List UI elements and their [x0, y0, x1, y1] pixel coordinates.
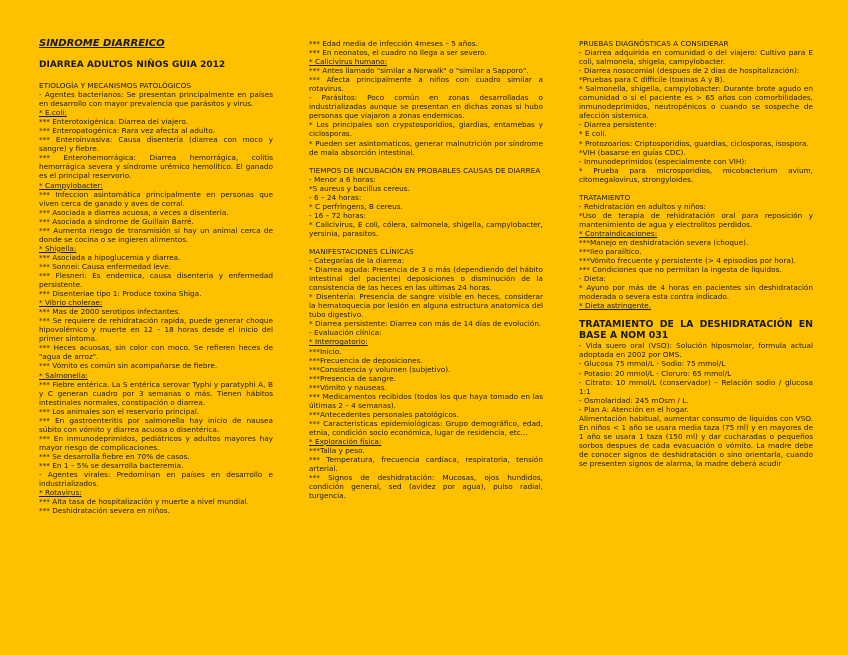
col3-paragraph: - Diarrea nosocomial (despues de 2 dias de hospitalización):	[579, 66, 800, 76]
col2-paragraph: * Pueden ser asintomaticos, generar malnutrición por síndrome de mala absorción intestinal.	[309, 138, 543, 157]
col2-paragraph: *S aureus y bacillus cereus.	[309, 183, 410, 193]
col2-paragraph: *** Edad media de infección 4meses – 5 años.	[309, 39, 478, 48]
col2-paragraph: * Diarrea aguda: Presencia de 3 o más (dependiendo del hábito intestinal del paciente) deposiciones o disminución de la consistencia de las heces en las ultimas 24 horas.	[309, 265, 543, 293]
col3-paragraph: - Inmunodeprimidos (especialmente con VIH):	[579, 156, 747, 166]
col2-paragraph: - 6 – 24 horas:	[309, 192, 362, 202]
col1-paragraph: *** Deshidratación severa en niños.	[39, 506, 170, 516]
col3-paragraph: *VIH (basarse en guías CDC).	[579, 147, 686, 157]
col1-paragraph: *** Disenteriae tipo 1: Produce toxina Shiga.	[39, 289, 202, 299]
col3-paragraph: - Diarrea adquirida en comunidad o del viajero: Cultivo para E coli, salmonela, shigela, campylobacter.	[579, 48, 813, 67]
col3-paragraph: * E coli.	[579, 129, 607, 139]
col3-paragraph: - Diarrea persistente:	[579, 120, 657, 130]
col3-paragraph: - Glucosa 75 mmol/L - Sodio: 75 mmol/L	[579, 359, 726, 369]
col3-paragraph: - Plan A: Atención en el hogar.	[579, 404, 689, 414]
col2-paragraph: ***Consistencia y volumen (subjetivo).	[309, 364, 451, 374]
col3-paragraph: * Salmonella, shigella, campylobacter: Durante brote agudo en comunidad o si el paciente es > 65 años con comorbilidades, inmunodeprimidos, neutropénicos o cuando se sospeche de afección sistemica.	[579, 84, 813, 121]
col1-paragraph: * Rotavirus:	[39, 488, 82, 498]
col2-paragraph: * C perfringens, B cereus.	[309, 201, 403, 211]
col1-paragraph: *** Asociada a diarrea acuosa, a veces a disenteria.	[39, 207, 229, 217]
col3-paragraph: TRATAMIENTO	[579, 192, 631, 202]
col3-paragraph: Alimentación habitual, aumentar consumo de liquidos con VSO. En niños < 1 año se usara media taza (75 ml) y en mayores de 1 año se usara 1 taza (150 ml) y dar cucharadas o pequeños sorbos despues de cada evacuación o vómito. La madre debe de conocer signos de deshidratación o sino orientarla, cuando se presenten signos de alarma, la madre deberá acudir	[579, 413, 813, 468]
col3-paragraph: ***Ileo paralítico.	[579, 247, 642, 257]
col3-paragraph: *Pruebas para C difficile (toxinas A y B).	[579, 75, 725, 85]
col2-paragraph: * Diarrea persistente: Diarrea con más de 14 días de evolución.	[309, 319, 542, 329]
col1-paragraph: *** En 1 – 5% se desarrolla bacteremia.	[39, 460, 184, 470]
col2-paragraph: ***Frecuencia de deposiciones.	[309, 355, 423, 365]
col2-paragraph: *** Medicamentos recibidos (todos los que haya tomado en las últimas 2 – 4 semanas).	[309, 391, 543, 410]
col1-paragraph: *** Asociada a síndrome de Guillain Barré.	[39, 216, 194, 226]
col1-paragraph: *** Se requiere de rehidratación rapida, puede generar choque hipovolémico y muerte en 12 – 18 horas desde el inicio del primer síntoma.	[39, 316, 273, 344]
col3-paragraph: ***Manejo en deshidratación severa (choque).	[579, 237, 749, 247]
col1-paragraph: - Agentes bacterianos: Se presentan principalmente en países en desarrollo con mayor prevalencia que parásitos y virus.	[39, 90, 273, 109]
col1-paragraph: *** En inmunodeprimidos, pediátricos y adultos mayores hay mayor riesgo de complicaciones.	[39, 433, 273, 452]
col2-paragraph: * Exploración física:	[309, 436, 382, 446]
col1-paragraph: *** Enterotoxigénica: Diarrea del viajero.	[39, 117, 189, 127]
col1-paragraph: *** Enterohemorrágica: Diarrea hemorrágica, colitis hemorrágica severa y síndrome urémico hemolítico. El ganado es el principal reservorio.	[39, 153, 273, 181]
col1-paragraph: *** Sonnei: Causa enfermedad leve.	[39, 261, 172, 271]
col1-paragraph: *** Asociada a hipoglucemia y diarrea.	[39, 252, 181, 262]
col3-paragraph: - Potasio: 20 mmol/L - Cloruro: 65 mmol/L	[579, 368, 732, 378]
col2-paragraph: - Evaluación clínica:	[309, 328, 382, 338]
col1-paragraph: *** Aumenta riesgo de transmisión si hay un animal cerca de donde se cocina o se ingieren alimentos.	[39, 225, 273, 244]
col2-paragraph: *** En neonatos, el cuadro no llega a ser severo.	[309, 48, 487, 58]
col3-paragraph: - Dieta:	[579, 274, 606, 284]
col2-paragraph: - Categorías de la diarrea:	[309, 256, 405, 266]
col3-paragraph: - Vida suero oral (VSO): Solución hiposmolar, formula actual adoptada en 2002 por OMS.	[579, 341, 813, 360]
col3-paragraph: ***Vómito frecuente y persistente (> 4 episodios por hora).	[579, 256, 797, 266]
col1-paragraph: * Salmonella:	[39, 370, 88, 380]
col1-paragraph: * Campylobacter:	[39, 180, 103, 190]
col3-paragraph: * Contraindicaciones:	[579, 228, 658, 238]
col2-paragraph: *** Caracteristicas epidemiológicas: Grupo demográfico, edad, etnia, condición socio económica, lugar de residencia, etc...	[309, 418, 543, 437]
col1-paragraph: SÍNDROME DIARREICO	[39, 38, 165, 49]
col2-paragraph: MANIFESTACIONES CLÍNICAS	[309, 246, 414, 256]
col2-paragraph: ***Inicio.	[309, 346, 342, 356]
col1-paragraph: *** Flesneri: Es endemica, causa disenteria y enfermedad persistente.	[39, 270, 273, 290]
col2-paragraph: * Calicivirus humano:	[309, 57, 388, 67]
col2-paragraph: * Calicivirus, E coli, cólera, salmonela, shigella, campylobacter, yersinia, parasitos.	[309, 219, 543, 238]
col1-paragraph: - Agentes virales: Predominan en países en desarrollo e industrializados.	[39, 470, 273, 489]
col1-paragraph: *** En gastroenteritis por salmonella hay inicio de nausea súbito con vómito y diarrea acuosa o disentérica.	[39, 415, 273, 434]
col2-paragraph: ***Talla y peso.	[309, 446, 365, 456]
col2-paragraph: *** Antes llamado "similar a Norwalk" o "similar a Sapporo".	[309, 66, 529, 76]
column-right	[579, 39, 813, 468]
column-middle	[309, 39, 543, 500]
col2-paragraph: - Parásitos: Poco común en zonas desarrolladas o industrializadas aunque se presentan en dichas zonas si hubo personas que viajaron a zonas endemicas.	[309, 93, 543, 121]
col1-paragraph: *** Infeccion asintomática principalmente en personas que viven cerca de ganado y aves de corral.	[39, 189, 273, 208]
col2-paragraph: *** Temperatura, frecuencia cardiaca, respiratoria, tensión arterial.	[309, 455, 543, 474]
col2-paragraph: * Disentería: Presencia de sangre visible en heces, considerar la hematoquecia por lesión en alguna estructura anatomica del tubo digestivo.	[309, 292, 543, 320]
col3-paragraph: * Dieta astringente.	[579, 301, 651, 311]
column-left	[39, 38, 273, 515]
col3-paragraph: - Citrato: 10 mmol/L (conservador) – Relación sodio / glucosa 1:1	[579, 377, 813, 396]
col3-paragraph: - Rehidratación en adultos y niños:	[579, 201, 706, 211]
col2-paragraph: ***Antecedentes personales patológicos.	[309, 409, 459, 419]
col2-paragraph: TIEMPOS DE INCUBACIÓN EN PROBABLES CAUSAS DE DIARREA	[309, 165, 541, 175]
col3-paragraph: * Prueba para microsporidios, micobacterium avium, citomegalovirus, strongyloides.	[579, 165, 813, 184]
col3-paragraph: *Uso de terapia de rehidratación oral para reposición y mantenimiento de agua y electrolitos perdidos.	[579, 210, 813, 229]
col3-paragraph: * Protozoarios: Criptosporidios, guardias, ciclosporas, isospora.	[579, 138, 809, 148]
col2-paragraph: *** Afecta principalmente a niños con cuadro similar a rotavirus.	[309, 75, 543, 94]
col2-paragraph: * Los principales son crypstosporidios, giardias, entamebas y ciclosporas.	[309, 120, 543, 139]
col1-paragraph: *** Se desarrolla fiebre en 70% de casos.	[39, 451, 190, 461]
col1-paragraph: *** Los animales son el reservorio principal.	[39, 406, 200, 416]
col1-paragraph: *** Mas de 2000 serotipos infectantes.	[39, 307, 181, 317]
col1-paragraph: ETIOLOGÍA Y MECANISMOS PATOLÓGICOS	[39, 81, 192, 90]
col1-paragraph: DIARREA ADULTOS NIÑOS GUIA 2012	[39, 60, 226, 70]
col1-paragraph: *** Heces acuosas, sin color con moco. Se refieren heces de "agua de arroz".	[39, 343, 273, 362]
col3-paragraph: TRATAMIENTO DE LA DESHIDRATACIÓN EN BASE A NOM 031	[579, 319, 813, 341]
col2-paragraph: ***Presencia de sangre.	[309, 373, 396, 383]
col2-paragraph: - Menor a 6 horas:	[309, 174, 376, 184]
col1-paragraph: *** Enteropatogénica: Rara vez afecta al adulto.	[39, 126, 216, 136]
col1-paragraph: *** Vómito es común sin acompañarse de fiebre.	[39, 361, 218, 371]
col1-paragraph: * Vibrio cholerae:	[39, 298, 103, 308]
col3-paragraph: *** Condiciones que no permitan la ingesta de liquidos.	[579, 265, 782, 275]
col2-paragraph: ***Vómito y nauseas.	[309, 382, 387, 392]
col2-paragraph: *** Signos de deshidratación: Mucosas, ojos hundidos, condición general, sed (avidez por agua), pulso radial, turgencia.	[309, 473, 543, 501]
col3-paragraph: * Ayuno por más de 4 horas en pacientes sin deshidratación moderada o severa esta contra indicado.	[579, 283, 813, 302]
col3-paragraph: PRUEBAS DIAGNÓSTICAS A CONSIDERAR	[579, 39, 729, 48]
col1-paragraph: * E.coli:	[39, 108, 67, 118]
col2-paragraph: * Interrogatorio:	[309, 337, 368, 347]
col1-paragraph: *** Fiebre entérica. La S entérica serovar Typhi y paratyphi A, B y C generan cuadro por 3 semanas o más. Tienen hábitos intestinales normales, constipación o diarrea.	[39, 379, 273, 407]
col3-paragraph: - Osmolaridad: 245 mOsm / L.	[579, 395, 689, 405]
col1-paragraph: *** Alta tasa de hospitalización y muerte a nivel mundial.	[39, 497, 249, 507]
col1-paragraph: *** Enteroinvasiva: Causa disentería (diarrea con moco y sangre) y fiebre.	[39, 135, 273, 154]
col1-paragraph: * Shigella:	[39, 243, 77, 253]
col2-paragraph: - 16 – 72 horas:	[309, 210, 366, 220]
